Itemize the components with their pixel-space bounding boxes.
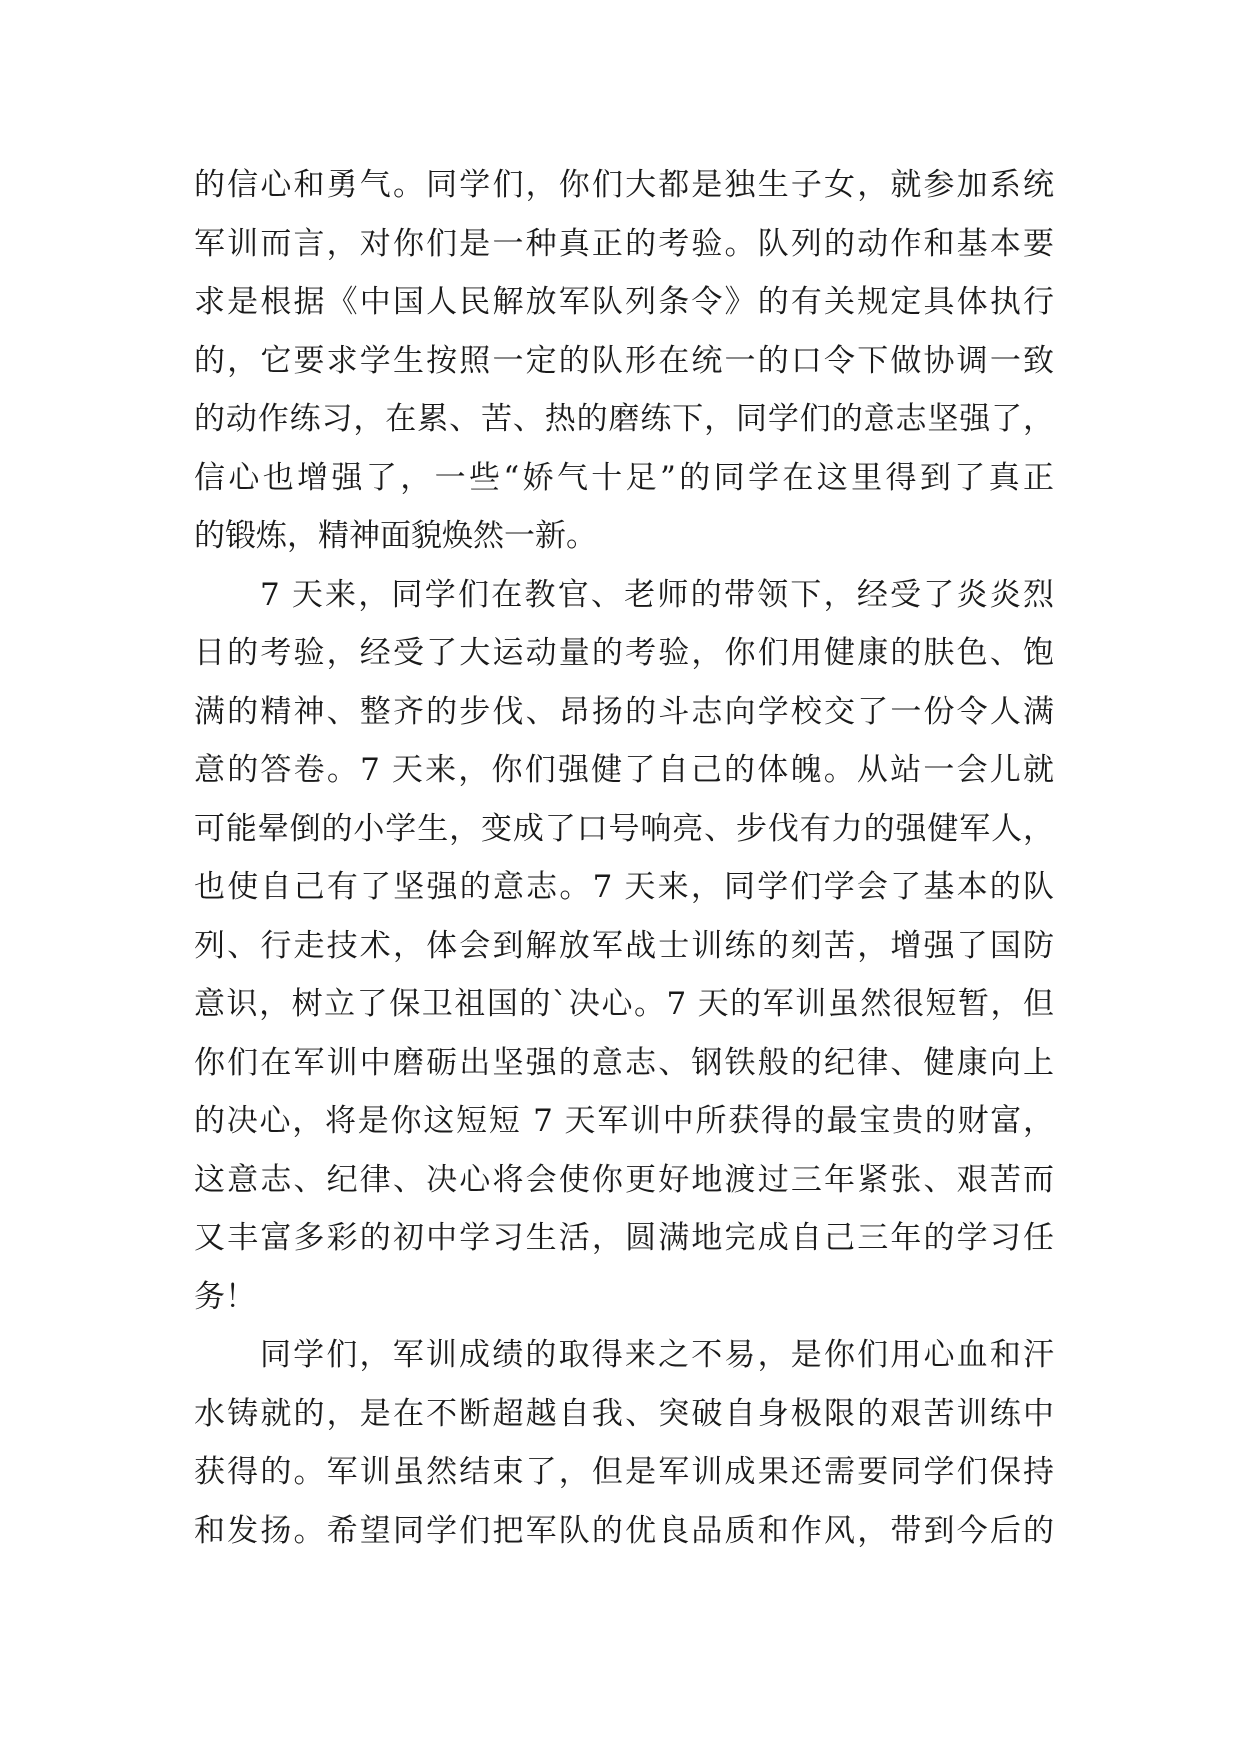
text-line: 信心也增强了，一些“娇气十足”的同学在这里得到了真正	[194, 459, 1054, 496]
text-line: 和发扬。希望同学们把军队的优良品质和作风，带到今后的	[194, 1512, 1054, 1549]
text-line: 务！	[194, 1278, 256, 1315]
text-line: 的信心和勇气。同学们，你们大都是独生子女，就参加系统	[194, 167, 1054, 203]
paragraph	[194, 156, 1054, 566]
text-line: 求是根据《中国人民解放军队列条令》的有关规定具体执行	[194, 284, 1054, 320]
text-line: 获得的。军训虽然结束了，但是军训成果还需要同学们保持	[194, 1454, 1054, 1490]
text-line: 同学们，军训成绩的取得来之不易，是你们用心血和汗	[260, 1337, 1054, 1373]
text-line: 7 天来，同学们在教官、老师的带领下，经受了炎炎烈	[260, 576, 1054, 613]
text-line: 的，它要求学生按照一定的队形在统一的口令下做协调一致	[194, 342, 1054, 379]
text-line: 也使自己有了坚强的意志。7 天来，同学们学会了基本的队	[194, 869, 1054, 905]
paragraph	[194, 1326, 1054, 1560]
text-line: 满的精神、整齐的步伐、昂扬的斗志向学校交了一份令人满	[194, 693, 1054, 730]
text-line: 军训而言，对你们是一种真正的考验。队列的动作和基本要	[194, 225, 1054, 262]
text-line: 意的答卷。7 天来，你们强健了自己的体魄。从站一会儿就	[194, 752, 1054, 788]
text-line: 列、行走技术，体会到解放军战士训练的刻苦，增强了国防	[194, 927, 1054, 964]
text-line: 又丰富多彩的初中学习生活，圆满地完成自己三年的学习任	[194, 1220, 1054, 1256]
paragraph	[194, 566, 1054, 1327]
text-line: 意识，树立了保卫祖国的`决心。7 天的军训虽然很短暂，但	[194, 986, 1054, 1022]
text-line: 这意志、纪律、决心将会使你更好地渡过三年紧张、艰苦而	[194, 1161, 1054, 1198]
document-body	[194, 156, 1054, 1560]
text-line: 水铸就的，是在不断超越自我、突破自身极限的艰苦训练中	[194, 1395, 1054, 1432]
text-line: 可能晕倒的小学生，变成了口号响亮、步伐有力的强健军人，	[194, 810, 1054, 847]
text-line: 的决心，将是你这短短 7 天军训中所获得的最宝贵的财富，	[194, 1103, 1054, 1139]
text-line: 的锻炼，精神面貌焕然一新。	[194, 518, 597, 554]
text-line: 你们在军训中磨砺出坚强的意志、钢铁般的纪律、健康向上	[194, 1044, 1054, 1081]
text-line: 的动作练习，在累、苦、热的磨练下，同学们的意志坚强了，	[194, 401, 1054, 437]
text-line: 日的考验，经受了大运动量的考验，你们用健康的肤色、饱	[194, 635, 1054, 671]
